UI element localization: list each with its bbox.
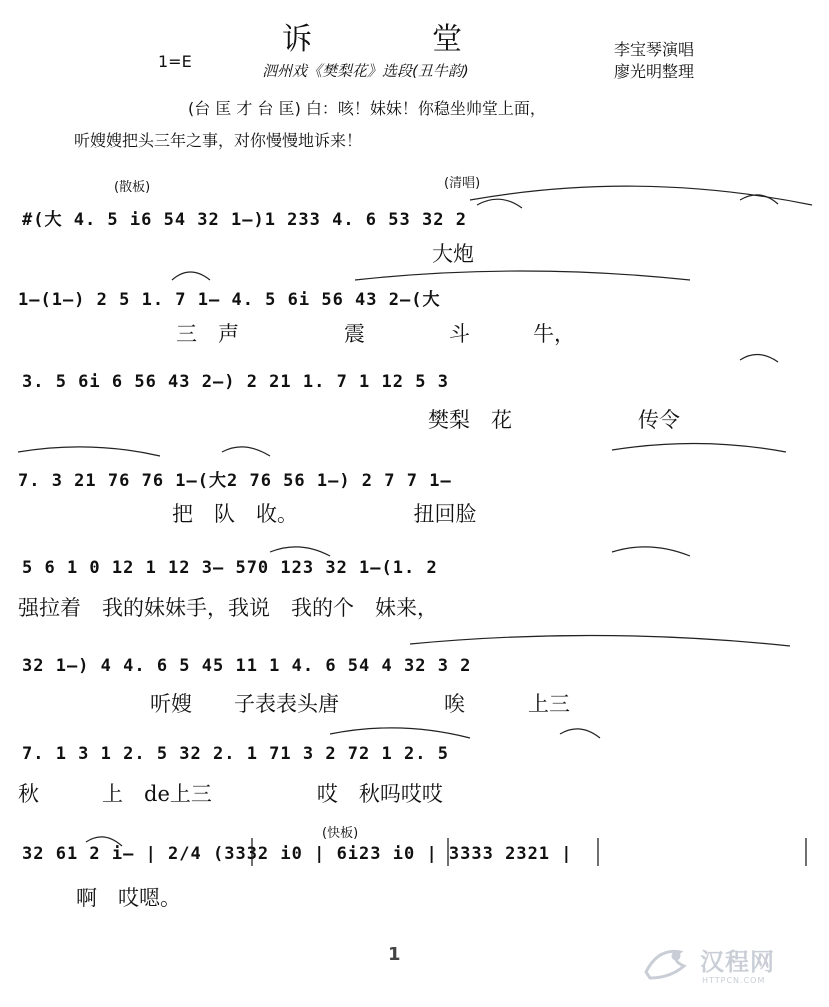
watermark-text: 汉程网 bbox=[700, 948, 775, 976]
tempo-mark-sanban: (散板) bbox=[114, 180, 151, 195]
intro-line-1: (台 匡 才 台 匡) 白：咳！妹妹！你稳坐帅堂上面， bbox=[188, 99, 546, 118]
notation-row-8: 32 61 2 i— | 2/4 (3332 i0 | 6i23 i0 | 3333 2321 | bbox=[22, 844, 573, 864]
lyric-row-4: 把 队 收。 扭回脸 bbox=[172, 502, 477, 526]
lyric-row-6: 听嫂 子表表头唐 唉 上三 bbox=[150, 692, 570, 716]
subtitle: 泗州戏《樊梨花》选段(丑牛韵) bbox=[262, 62, 469, 80]
lyric-row-5: 强拉着 我的妹妹手，我说 我的个 妹来， bbox=[18, 596, 438, 620]
page-title: 诉 堂 bbox=[282, 22, 462, 57]
notation-row-6: 32 1—) 4 4. 6 5 45 11 1 4. 6 54 4 32 3 2 bbox=[22, 656, 472, 676]
notation-row-1: #(大 4. 5 i6 54 32 1—)1 233 4. 6 53 32 2 bbox=[22, 210, 467, 230]
watermark-logo-icon bbox=[640, 938, 696, 988]
lyric-row-2: 三 声 震 斗 牛， bbox=[176, 322, 575, 346]
tempo-mark-qingchang: (清唱) bbox=[444, 176, 481, 191]
page-number: 1 bbox=[388, 944, 401, 965]
intro-line-2: 听嫂嫂把头三年之事，对你慢慢地诉来！ bbox=[74, 131, 363, 150]
watermark bbox=[640, 934, 820, 996]
lyric-row-1: 大炮 bbox=[432, 242, 474, 266]
notation-row-2: 1—(1—) 2 5 1. 7 1— 4. 5 6i 56 43 2—(大 bbox=[18, 290, 441, 310]
performer-credit: 李宝琴演唱 bbox=[614, 40, 695, 59]
watermark-url: HTTPCN.COM bbox=[702, 976, 766, 985]
arranger-credit: 廖光明整理 bbox=[614, 62, 695, 81]
lyric-row-8: 啊 哎嗯。 bbox=[76, 886, 181, 910]
tempo-mark-kuaiban: (快板) bbox=[322, 826, 359, 841]
notation-row-5: 5 6 1 0 12 1 12 3— 570 123 32 1—(1. 2 bbox=[22, 558, 438, 578]
lyric-row-3: 樊梨 花 传令 bbox=[428, 408, 680, 432]
lyric-row-7: 秋 上 de上三 哎 秋吗哎哎 bbox=[18, 782, 443, 806]
notation-row-7: 7. 1 3 1 2. 5 32 2. 1 71 3 2 72 1 2. 5 bbox=[22, 744, 449, 764]
notation-row-4: 7. 3 21 76 76 1—(大2 76 56 1—) 2 7 7 1— bbox=[18, 471, 452, 491]
notation-row-3: 3. 5 6i 6 56 43 2—) 2 21 1. 7 1 12 5 3 bbox=[22, 372, 449, 392]
key-signature: 1=E bbox=[158, 52, 192, 71]
